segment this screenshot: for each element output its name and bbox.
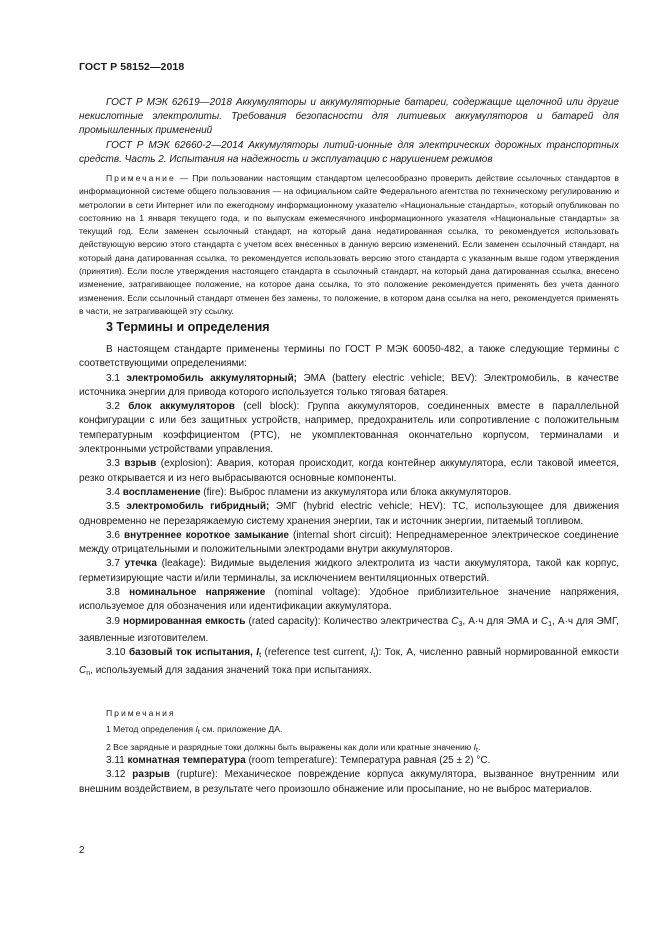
terms-body-continued [79,754,619,797]
term-entry: 3.9 нормированная емкость (rated capacity): Количество электричества $C_3$, А·ч для ЭМА и $C_1$, А·ч для ЭМГ, заявленные изготовителем. [79,615,619,644]
term-entry: 3.1 электромобиль аккумуляторный; ЭМА (battery electric vehicle; BEV): Электромобиль, в качестве источника энергии для привода которого используется только тяговая батарея. [79,372,619,398]
note-item: 1 Метод определения $I_t$ см. приложение ДА. [106,723,283,736]
running-header: ГОСТ Р 58152—2018 [79,61,185,73]
term-entry: 3.2 блок аккумуляторов (cell block): Группа аккумуляторов, соединенных вместе в параллельной конфигурации с или без защитных устройств, например, предохранитель или сопротивление с положительным температурным коэффициентом (PTC), не укомплектованная окончательно корпусом, терминалами и электронными устройствами управления. [79,401,619,456]
term-name: взрыв [124,458,157,470]
term-entry: 3.8 номинальное напряжение (nominal voltage): Удобное приблизительное значение напряжения, используемое для обозначения или идентификации аккумулятора. [79,587,620,613]
notes-heading: Примечания [106,708,176,718]
note-block [79,172,619,318]
term-entry: 3.5 электромобиль гибридный; ЭМГ (hybrid electric vehicle; HEV): ТС, использующее для движения одновременно не перезаряжаемую систему хранения энергии, так и источник энергии, питаемый топливом. [79,501,619,527]
terms-body [79,343,619,681]
term-entry: 3.7 утечка (leakage): Видимые выделения жидкого электролита из части аккумулятора, такой как корпус, герметизирующие части и/или терминалы, за исключением вентиляционных отверстий. [79,558,619,584]
reference-item: ГОСТ Р МЭК 62660-2—2014 Аккумуляторы литий-ионные для электрических дорожных транспортных средств. Часть 2. Испытания на надежность и эксплуатацию с нарушением режимов [79,139,619,165]
section-intro: В настоящем стандарте применены термины по ГОСТ Р МЭК 60050-482, а также следующие термины с соответствующими определениями: [79,344,619,370]
term-name: блок аккумуляторов [128,401,235,413]
term-name: электромобиль аккумуляторный; [126,372,298,384]
term-name: разрыв [132,769,170,781]
term-name: номинальное напряжение [129,587,266,599]
term-name: утечка [124,558,157,570]
note-label: Примечание [106,173,176,183]
term-name: внутреннее короткое замыкание [124,529,289,541]
term-entry: 3.4 воспламенение (fire): Выброс пламени из аккумулятора или блока аккумуляторов. [106,486,512,498]
term-entry: 3.12 разрыв (rupture): Механическое повреждение корпуса аккумулятора, вызванное внутренним или внешним воздействием, в результате чего произошло обнажение или просыпание, но не выброс материалов. [79,769,619,795]
term-name: комнатная температура [127,755,246,766]
note-item: 2 Все зарядные и разрядные токи должны быть выражены как доли или кратные значению $I_t$. [106,742,481,754]
reference-item: ГОСТ Р МЭК 62619—2018 Аккумуляторы и аккумуляторные батареи, содержащие щелочной или другие некислотные электролиты. Требования безопасности для литиевых аккумуляторов и батарей для промышленных применений [79,97,619,137]
page-number: 2 [79,845,85,856]
note-text: — При пользовании настоящим стандартом целесообразно проверить действие ссылочных стандартов в информационной системе общего пользования — на официальном сайте Федерального агентства по техническому регулированию и метрологии в сети Интернет или по ежегодному информационному указателю «Национальные стандарты», который опубликован по состоянию на 1 января текущего года, и по выпускам ежемесячного информационного указателя «Национальные стандарты» за текущий год. Если заменен ссылочный стандарт, на который дана недатированная ссылка, то рекомендуется использовать действующую версию этого стандарта с учетом всех внесенных в данную версию изменений. Если заменен ссылочный стандарт, на который дана датированная ссылка, то рекомендуется использовать версию этого стандарта с указанным выше годом утверждения (принятия). Если после утверждения настоящего стандарта в ссылочный стандарт, на который дана датированная ссылка, внесено изменение, затрагивающее положение, на которое дана ссылка, то это положение рекомендуется применять без учета данного изменения. Если ссылочный стандарт отменен без замены, то положение, в котором дана ссылка на него, рекомендуется применять в части, не затрагивающей эту ссылку. [79,173,619,316]
term-name: электромобиль гибридный; [126,501,270,513]
term-entry: 3.11 комнатная температура (room temperature): Температура равная (25 ± 2) °C. [106,755,491,766]
term-entry: 3.6 внутреннее короткое замыкание (internal short circuit): Непреднамеренное электрическое соединение между отрицательными и положительными электродами внутри аккумуляторов. [79,529,619,556]
section-title: 3 Термины и определения [106,320,270,334]
notes-block [106,706,616,759]
term-name: базовый ток испытания, [128,647,257,659]
term-name: нормированная емкость [123,615,246,627]
term-name: воспламенение [122,486,201,498]
term-entry: 3.3 взрыв (explosion): Авария, которая происходит, когда контейнер аккумулятора, если таковой имеется, резко открывается и из него выбрасываются основные компоненты. [79,458,619,484]
term-entry: 3.10 базовый ток испытания, $I_t$ (reference test current, $I_t$): Ток, А, численно равный нормированной емкости $C_n$, используемый для задания значений тока при испытаниях. [79,647,619,677]
normative-references [79,96,619,167]
